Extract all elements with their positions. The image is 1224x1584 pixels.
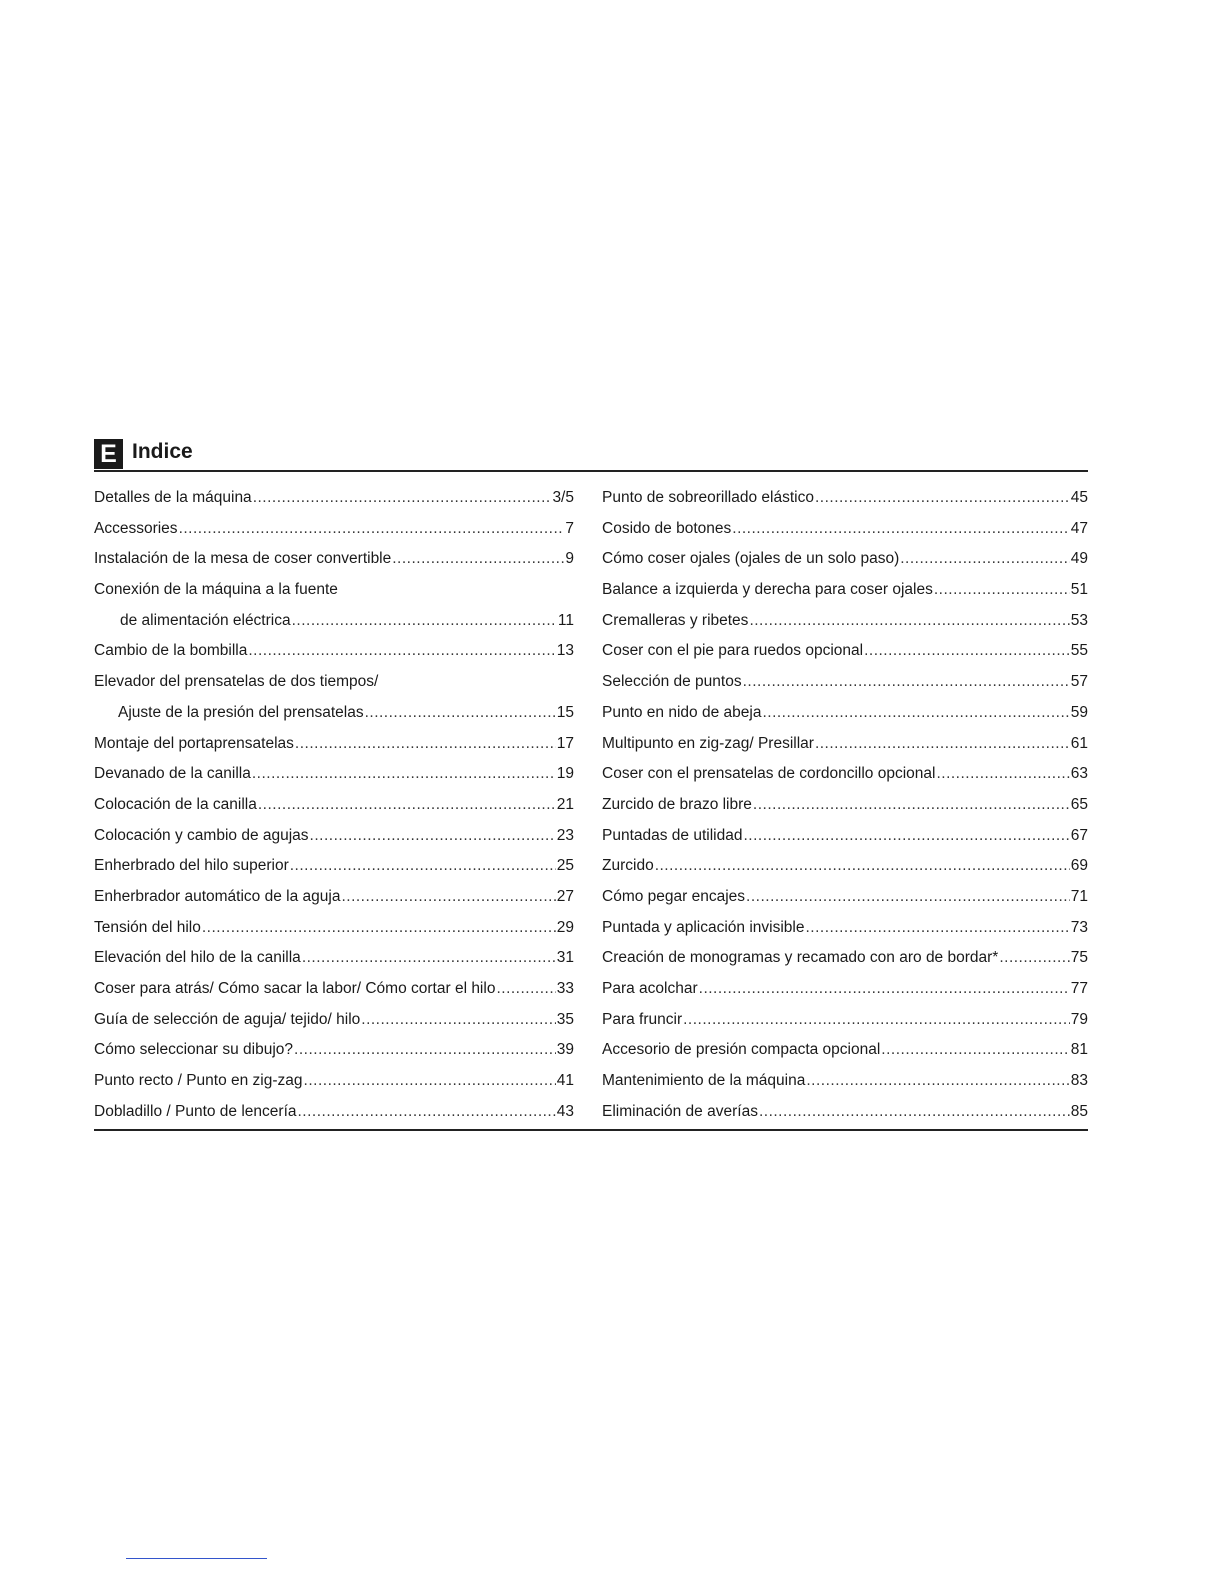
toc-page-number: 41 <box>556 1072 574 1090</box>
toc-entry[interactable] <box>94 790 574 821</box>
toc-entry-title: Balance a izquierda y derecha para coser ojales <box>602 581 933 599</box>
toc-entry-title: Mantenimiento de la máquina <box>602 1072 806 1090</box>
toc-entry[interactable] <box>602 606 1088 637</box>
toc-entry-title: Selección de puntos <box>602 673 742 691</box>
toc-entry-title: Tensión del hilo <box>94 918 201 936</box>
toc-page-number: 73 <box>1070 918 1088 936</box>
toc-page-number: 27 <box>556 887 574 905</box>
toc-entry-title: Enherbrador automático de la aguja <box>94 887 341 905</box>
toc-entry[interactable] <box>602 729 1088 760</box>
toc-entry[interactable] <box>602 1005 1088 1036</box>
toc-entry[interactable] <box>94 1035 574 1066</box>
toc-entry-continued[interactable] <box>94 667 574 698</box>
toc-entry-title: Puntadas de utilidad <box>602 826 743 844</box>
toc-entry-title: Cómo pegar encajes <box>602 887 746 905</box>
dot-leader <box>292 606 557 637</box>
toc-entry-title: Coser con el pie para ruedos opcional <box>602 642 864 660</box>
toc-entry[interactable] <box>94 759 574 790</box>
toc-entry-title: Eliminación de averías <box>602 1102 758 1120</box>
toc-entry-title: Montaje del portaprensatelas <box>94 734 294 752</box>
toc-entry-title: Cómo seleccionar su dibujo? <box>94 1041 294 1059</box>
toc-entry-title: Zurcido de brazo libre <box>602 795 752 813</box>
dot-leader <box>258 790 556 821</box>
toc-entry[interactable] <box>94 514 574 545</box>
toc-entry[interactable] <box>602 759 1088 790</box>
toc-entry-title: Instalación de la mesa de coser convertible <box>94 550 392 568</box>
dot-leader <box>392 544 564 575</box>
toc-page-number: 69 <box>1070 857 1088 875</box>
dot-leader <box>655 851 1070 882</box>
toc-left-column <box>94 483 574 1127</box>
dot-leader <box>732 514 1069 545</box>
dot-leader <box>936 759 1069 790</box>
toc-entry[interactable] <box>602 575 1088 606</box>
toc-entry-title: Punto en nido de abeja <box>602 703 762 721</box>
toc-entry-title: Cambio de la bombilla <box>94 642 248 660</box>
dot-leader <box>290 851 556 882</box>
dot-leader <box>753 790 1070 821</box>
dot-leader <box>302 943 556 974</box>
dot-leader <box>248 636 555 667</box>
toc-entry[interactable] <box>602 544 1088 575</box>
toc-entry[interactable] <box>602 667 1088 698</box>
toc-entry-title: Multipunto en zig-zag/ Presillar <box>602 734 814 752</box>
toc-entry-title: Accesorio de presión compacta opcional <box>602 1041 881 1059</box>
toc-entry-title: Detalles de la máquina <box>94 489 252 506</box>
toc-entry[interactable] <box>602 882 1088 913</box>
dot-leader <box>749 606 1069 637</box>
toc-entry-title: Cosido de botones <box>602 519 732 537</box>
toc-entry[interactable] <box>94 943 574 974</box>
toc-page-number: 63 <box>1070 765 1088 783</box>
toc-entry-title: Cremalleras y ribetes <box>602 611 749 629</box>
toc-entry-title: Para fruncir <box>602 1010 683 1028</box>
toc-page-number: 23 <box>556 826 574 844</box>
toc-entry[interactable] <box>602 1035 1088 1066</box>
toc-entry[interactable] <box>602 1066 1088 1097</box>
toc-entry-title: Dobladillo / Punto de lencería <box>94 1102 297 1120</box>
toc-entry-title: Punto recto / Punto en zig-zag <box>94 1072 303 1090</box>
dot-leader <box>365 698 556 729</box>
toc-entry-title: Accessories <box>94 519 178 537</box>
dot-leader <box>815 729 1070 760</box>
bottom-link-underline[interactable] <box>126 1558 267 1559</box>
toc-entry-title: Elevador del prensatelas de dos tiempos/ <box>94 673 379 691</box>
table-of-contents <box>94 483 1088 1129</box>
toc-entry-title: Para acolchar <box>602 980 698 997</box>
toc-page-number: 59 <box>1070 703 1088 721</box>
toc-entry[interactable] <box>94 636 574 667</box>
toc-entry[interactable] <box>94 606 574 637</box>
language-badge: E <box>94 439 123 469</box>
toc-entry[interactable] <box>94 1066 574 1097</box>
toc-entry[interactable] <box>602 943 1088 974</box>
toc-entry-title: Elevación del hilo de la canilla <box>94 949 301 967</box>
toc-entry-title: Enherbrado del hilo superior <box>94 857 289 875</box>
dot-leader <box>762 698 1069 729</box>
dot-leader <box>999 943 1069 974</box>
toc-entry[interactable] <box>602 483 1088 514</box>
dot-leader <box>743 821 1069 852</box>
dot-leader <box>805 913 1069 944</box>
toc-page-number: 79 <box>1070 1010 1088 1028</box>
toc-entry-title: Conexión de la máquina a la fuente <box>94 581 338 599</box>
toc-page-number: 43 <box>556 1102 574 1120</box>
toc-entry[interactable] <box>602 636 1088 667</box>
toc-entry[interactable] <box>94 698 574 729</box>
toc-page-number: 67 <box>1070 826 1088 844</box>
toc-page-number: 15 <box>556 703 574 721</box>
toc-page-number: 3/5 <box>552 489 574 506</box>
toc-entry[interactable] <box>94 1097 574 1128</box>
toc-entry[interactable] <box>602 1097 1088 1128</box>
toc-entry-title: Guía de selección de aguja/ tejido/ hilo <box>94 1010 361 1028</box>
toc-page-number: 81 <box>1070 1041 1088 1059</box>
dot-leader <box>496 974 555 1005</box>
toc-entry[interactable] <box>602 913 1088 944</box>
toc-page-number: 75 <box>1070 949 1088 967</box>
dot-leader <box>179 514 565 545</box>
toc-entry[interactable] <box>94 974 574 1005</box>
toc-page-number: 31 <box>556 949 574 967</box>
dot-leader <box>202 913 556 944</box>
toc-entry-title: Coser para atrás/ Cómo sacar la labor/ Cómo cortar el hilo <box>94 980 496 997</box>
dot-leader <box>746 882 1070 913</box>
toc-page-number: 21 <box>556 795 574 813</box>
toc-entry-title: Devanado de la canilla <box>94 765 251 783</box>
toc-page-number: 25 <box>556 857 574 875</box>
toc-page-number: 13 <box>556 642 574 660</box>
toc-entry-title: Punto de sobreorillado elástico <box>602 489 814 506</box>
toc-entry-title: de alimentación eléctrica <box>120 611 291 629</box>
toc-entry-continued[interactable] <box>94 575 574 606</box>
dot-leader <box>304 1066 556 1097</box>
toc-page-number: 71 <box>1070 887 1088 905</box>
toc-entry[interactable] <box>94 913 574 944</box>
toc-entry-title: Colocación y cambio de agujas <box>94 826 309 844</box>
toc-entry[interactable] <box>602 698 1088 729</box>
toc-entry-title: Puntada y aplicación invisible <box>602 918 805 936</box>
toc-page-number: 7 <box>565 519 574 537</box>
toc-entry[interactable] <box>94 483 574 514</box>
toc-right-column <box>602 483 1088 1127</box>
toc-entry-title: Coser con el prensatelas de cordoncillo opcional <box>602 765 936 783</box>
toc-page-number: 39 <box>556 1041 574 1059</box>
toc-entry[interactable] <box>602 514 1088 545</box>
toc-entry-title: Cómo coser ojales (ojales de un solo paso) <box>602 550 900 568</box>
toc-page-number: 83 <box>1070 1072 1088 1090</box>
dot-leader <box>864 636 1070 667</box>
dot-leader <box>759 1097 1070 1128</box>
toc-entry-title: Zurcido <box>602 857 654 875</box>
dot-leader <box>298 1097 556 1128</box>
dot-leader <box>253 483 552 514</box>
toc-page-number: 61 <box>1070 734 1088 752</box>
dot-leader <box>743 667 1070 698</box>
toc-page-number: 55 <box>1070 642 1088 660</box>
dot-leader <box>295 729 556 760</box>
toc-entry[interactable] <box>94 1005 574 1036</box>
dot-leader <box>252 759 556 790</box>
toc-entry-title: Colocación de la canilla <box>94 795 257 813</box>
toc-entry[interactable] <box>602 851 1088 882</box>
index-header <box>94 436 1088 472</box>
toc-entry[interactable] <box>602 821 1088 852</box>
toc-page-number: 35 <box>556 1010 574 1028</box>
dot-leader <box>815 483 1070 514</box>
dot-leader <box>806 1066 1069 1097</box>
toc-page-number: 77 <box>1070 980 1088 997</box>
dot-leader <box>341 882 555 913</box>
toc-page-number: 85 <box>1070 1102 1088 1120</box>
toc-entry[interactable] <box>94 729 574 760</box>
toc-page-number: 45 <box>1070 489 1088 506</box>
dot-leader <box>699 974 1070 1005</box>
toc-entry[interactable] <box>94 544 574 575</box>
dot-leader <box>683 1005 1070 1036</box>
toc-entry[interactable] <box>94 821 574 852</box>
toc-entry[interactable] <box>602 790 1088 821</box>
toc-page-number: 65 <box>1070 795 1088 813</box>
page-title: Indice <box>132 440 193 463</box>
dot-leader <box>361 1005 555 1036</box>
dot-leader <box>294 1035 556 1066</box>
dot-leader <box>934 575 1070 606</box>
footer-divider <box>94 1129 1088 1131</box>
toc-entry[interactable] <box>94 882 574 913</box>
toc-page-number: 11 <box>557 611 574 629</box>
toc-page-number: 9 <box>565 550 574 568</box>
toc-entry-title: Ajuste de la presión del prensatelas <box>118 703 364 721</box>
toc-page-number: 57 <box>1070 673 1088 691</box>
toc-page-number: 33 <box>556 980 574 997</box>
toc-page-number: 29 <box>556 918 574 936</box>
toc-page-number: 17 <box>556 734 574 752</box>
toc-entry-title: Creación de monogramas y recamado con aro de bordar* <box>602 949 999 967</box>
toc-page-number: 19 <box>556 765 574 783</box>
dot-leader <box>881 1035 1069 1066</box>
dot-leader <box>900 544 1070 575</box>
toc-entry[interactable] <box>602 974 1088 1005</box>
dot-leader <box>310 821 556 852</box>
toc-page-number: 53 <box>1070 611 1088 629</box>
toc-entry[interactable] <box>94 851 574 882</box>
toc-page-number: 49 <box>1070 550 1088 568</box>
toc-page-number: 47 <box>1070 519 1088 537</box>
toc-page-number: 51 <box>1070 581 1088 599</box>
